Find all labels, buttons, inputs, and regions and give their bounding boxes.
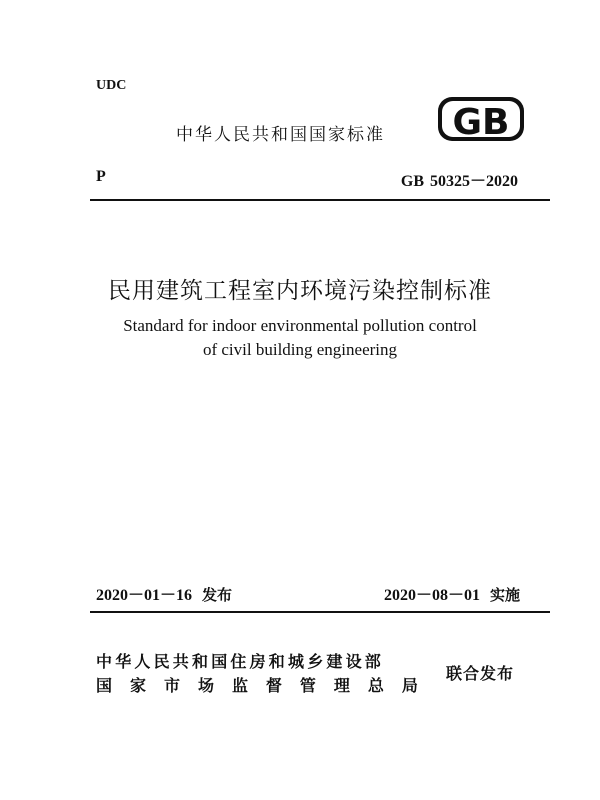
title-english-line1: Standard for indoor environmental pollution control xyxy=(123,316,477,335)
implement-word: 实施 xyxy=(489,586,520,604)
national-standard-heading: 中华人民共和国国家标准 xyxy=(176,125,385,145)
category-code: P xyxy=(96,168,106,185)
gb-logo-text: GB xyxy=(452,102,510,143)
standard-number: GB 50325－2020 xyxy=(400,173,518,190)
issuer-char: 国 xyxy=(96,676,113,695)
title-chinese: 民用建筑工程室内环境污染控制标准 xyxy=(108,278,492,304)
issuer-char: 督 xyxy=(265,676,282,695)
implement-date: 2020－08－01 xyxy=(383,587,480,604)
issuer-samr xyxy=(96,674,418,698)
joint-release-label: 联合发布 xyxy=(446,664,515,683)
issue-word: 发布 xyxy=(202,586,233,604)
issuer-char: 理 xyxy=(333,676,350,695)
issuer-char: 局 xyxy=(401,676,418,695)
issuer-ministry: 中华人民共和国住房和城乡建设部 xyxy=(96,652,385,671)
udc-label: UDC xyxy=(96,78,127,93)
issuers-block xyxy=(96,650,418,698)
gb-logo xyxy=(436,95,526,143)
issue-date: 2020－01－16 xyxy=(96,587,193,604)
top-divider xyxy=(90,199,550,201)
implement-date-block xyxy=(384,582,520,605)
title-english-line2: of civil building engineering xyxy=(202,340,398,359)
title-english xyxy=(0,314,600,362)
issuer-char: 家 xyxy=(129,676,146,695)
issuer-char: 市 xyxy=(163,676,180,695)
issue-date-block xyxy=(96,582,232,605)
bottom-divider xyxy=(90,611,550,613)
issuer-char: 场 xyxy=(197,676,214,695)
issuer-char: 管 xyxy=(299,676,316,695)
issuer-char: 总 xyxy=(367,676,384,695)
issuer-char: 监 xyxy=(231,676,248,695)
